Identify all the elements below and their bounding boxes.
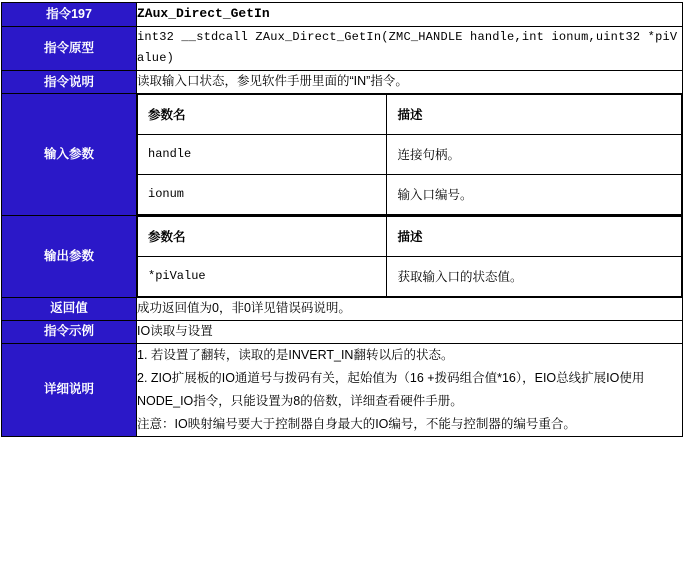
input-params-cell <box>137 93 683 215</box>
description-value: 读取输入口状态，参见软件手册里面的“IN”指令。 <box>137 70 683 93</box>
row-label-output-params: 输出参数 <box>2 215 137 297</box>
table-header-row <box>138 94 682 134</box>
output-params-table <box>137 216 682 297</box>
row-label-description: 指令说明 <box>2 70 137 93</box>
instruction-spec-table <box>1 2 683 437</box>
output-params-cell <box>137 215 683 297</box>
table-row-prototype <box>2 26 683 70</box>
table-row <box>138 134 682 174</box>
input-param-desc-1: 输入口编号。 <box>387 174 682 214</box>
table-row-detail <box>2 343 683 437</box>
table-row-example <box>2 320 683 343</box>
input-param-name-0: handle <box>138 134 387 174</box>
table-row-description <box>2 70 683 93</box>
row-label-instruction: 指令197 <box>2 3 137 27</box>
prototype-value: int32 __stdcall ZAux_Direct_GetIn(ZMC_HANDLE handle,int ionum,uint32 *piValue) <box>137 26 683 70</box>
detail-line-1: 2. ZIO扩展板的IO通道号与拨码有关，起始值为（16 +拨码组合值*16），EIO总线扩展IO使用NODE_IO指令，只能设置为8的倍数，详细查看硬件手册。 <box>137 370 645 408</box>
detail-line-2: 注意：IO映射编号要大于控制器自身最大的IO编号，不能与控制器的编号重合。 <box>137 416 576 431</box>
row-label-example: 指令示例 <box>2 320 137 343</box>
input-param-name-1: ionum <box>138 174 387 214</box>
example-value: IO读取与设置 <box>137 320 683 343</box>
output-header-description: 描述 <box>387 216 682 256</box>
output-param-name-0: *piValue <box>138 256 387 296</box>
input-params-table <box>137 94 682 215</box>
row-label-detail: 详细说明 <box>2 343 137 437</box>
row-label-return: 返回值 <box>2 297 137 320</box>
table-row <box>138 256 682 296</box>
output-header-param-name: 参数名 <box>138 216 387 256</box>
input-param-desc-0: 连接句柄。 <box>387 134 682 174</box>
table-row <box>138 174 682 214</box>
table-row-input-params <box>2 93 683 215</box>
return-value: 成功返回值为0，非0详见错误码说明。 <box>137 297 683 320</box>
table-row-return <box>2 297 683 320</box>
table-header-row <box>138 216 682 256</box>
row-label-input-params: 输入参数 <box>2 93 137 215</box>
input-header-param-name: 参数名 <box>138 94 387 134</box>
table-row-output-params <box>2 215 683 297</box>
row-label-prototype: 指令原型 <box>2 26 137 70</box>
table-row-instruction <box>2 3 683 27</box>
output-param-desc-0: 获取输入口的状态值。 <box>387 256 682 296</box>
detail-value <box>137 343 683 437</box>
detail-line-0: 1. 若设置了翻转，读取的是INVERT_IN翻转以后的状态。 <box>137 347 454 362</box>
instruction-name: ZAux_Direct_GetIn <box>137 3 683 27</box>
input-header-description: 描述 <box>387 94 682 134</box>
